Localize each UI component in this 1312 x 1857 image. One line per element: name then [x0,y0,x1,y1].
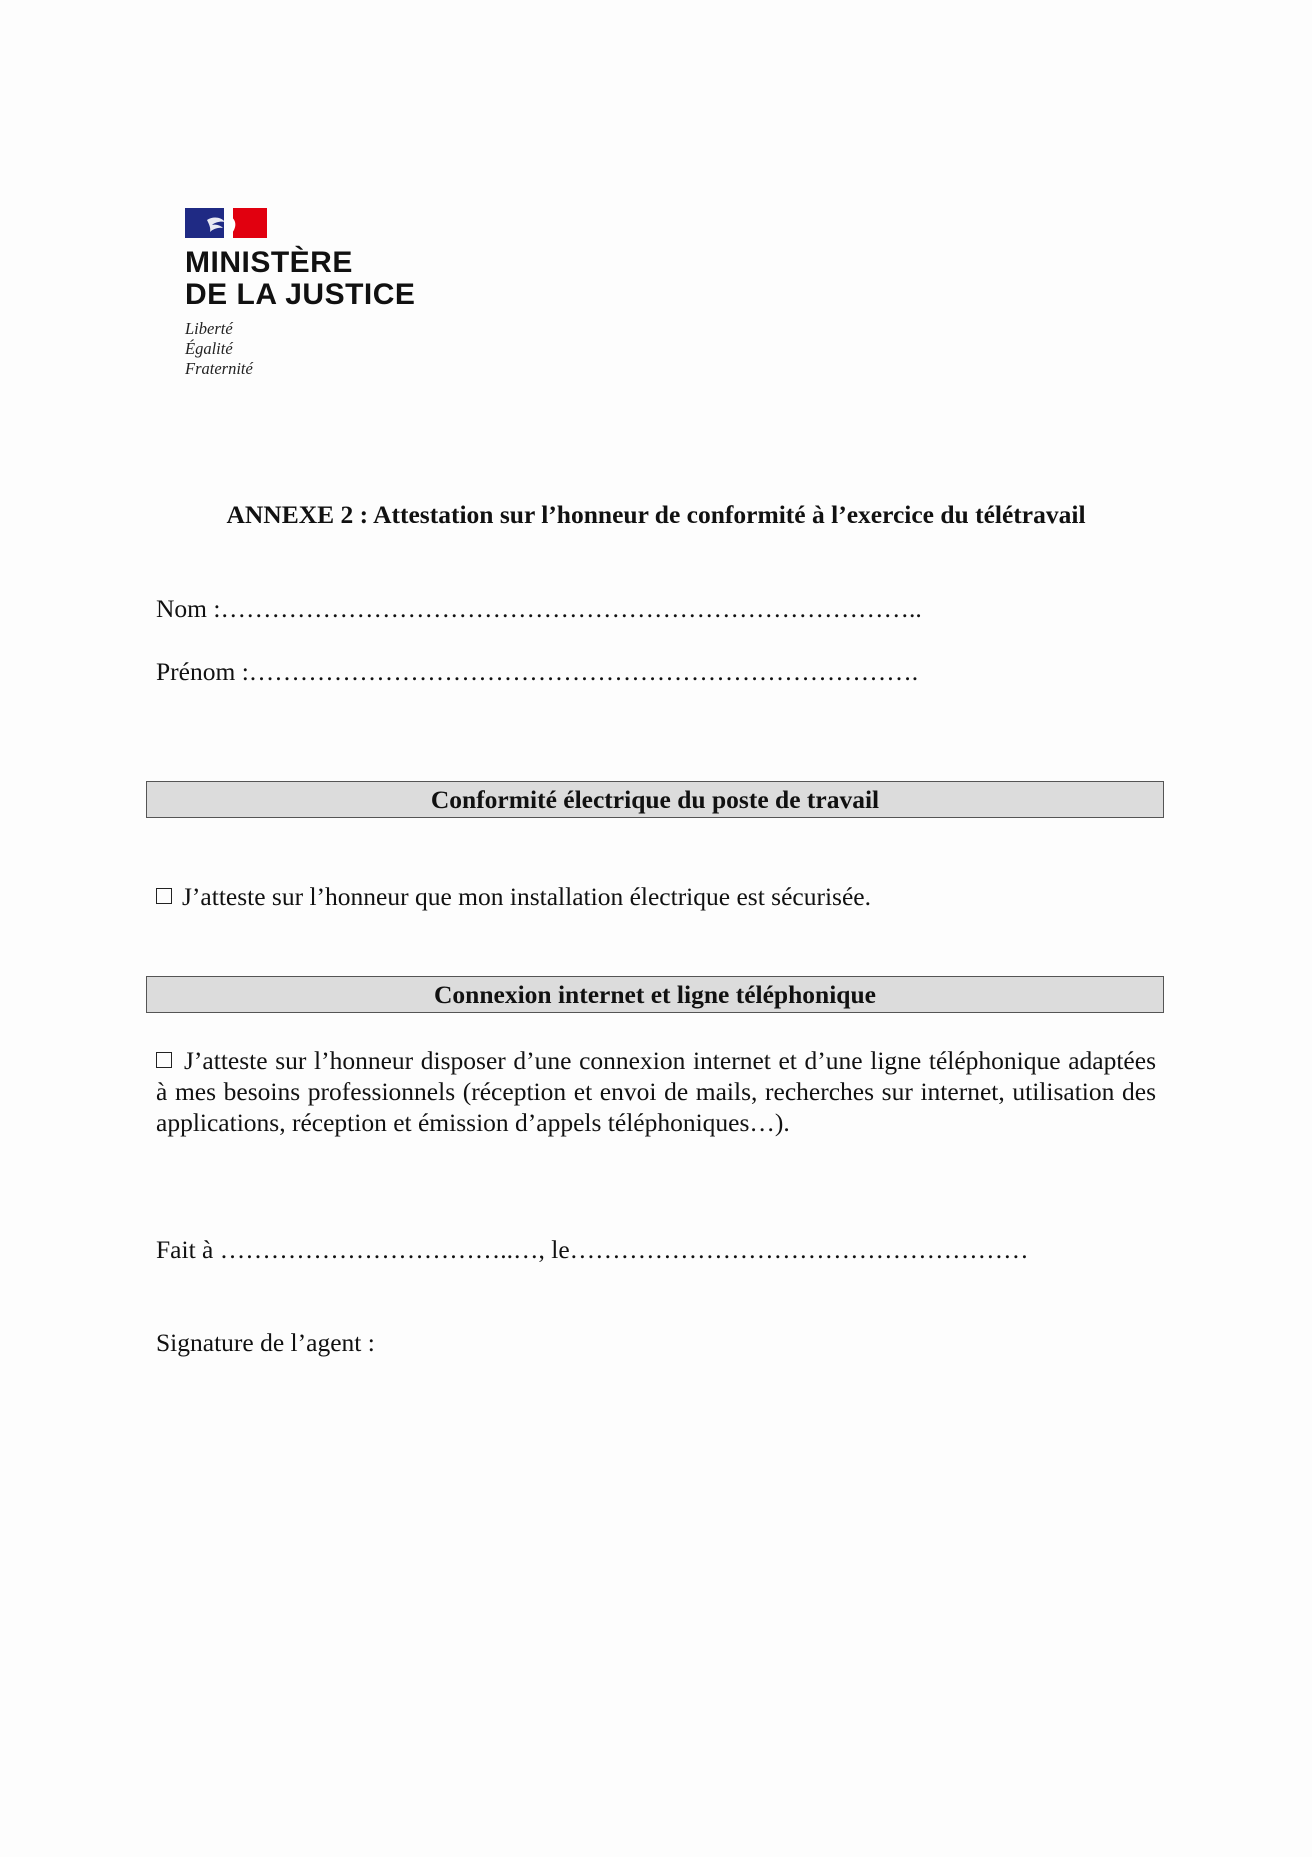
ministry-name [185,247,445,311]
signature-label: Signature de l’agent : [156,1328,375,1357]
place-date-field[interactable]: Fait à ……………………………..…, le……………………………………………… [156,1235,1029,1264]
electrical-checkbox[interactable] [156,888,172,904]
ministry-logo [185,208,445,379]
section-heading-electrical-label: Conformité électrique du poste de travail [430,784,880,814]
ministry-line-2: DE LA JUSTICE [185,278,416,311]
nom-field[interactable]: Nom :……………………………………………………………………….. [156,594,922,623]
motto-egalite: Égalité [185,339,233,358]
section-heading-internet-label: Connexion internet et ligne téléphonique [433,979,876,1009]
republic-motto [185,319,445,379]
marianne-flag-icon [185,208,267,238]
motto-fraternite: Fraternité [185,359,253,378]
document-title: ANNEXE 2 : Attestation sur l’honneur de conformité à l’exercice du télétravail [226,500,1086,529]
internet-statement [156,1045,1156,1138]
section-heading-internet [146,976,1164,1013]
motto-liberte: Liberté [185,319,233,338]
section-heading-electrical [146,781,1164,818]
ministry-line-1: MINISTÈRE [185,246,353,279]
electrical-statement [156,882,871,912]
internet-checkbox[interactable] [156,1052,172,1068]
internet-statement-text: J’atteste sur l’honneur disposer d’une connexion internet et d’une ligne téléphonique adaptées à mes besoins professionnels (réception et envoi de mails, recherches sur internet, utilisation des applications, réception et émission d’appels téléphoniques…). [156,1046,1156,1137]
electrical-statement-text: J’atteste sur l’honneur que mon installation électrique est sécurisée. [182,882,871,911]
prenom-field[interactable]: Prénom :……………………………………………………………………. [156,657,919,686]
